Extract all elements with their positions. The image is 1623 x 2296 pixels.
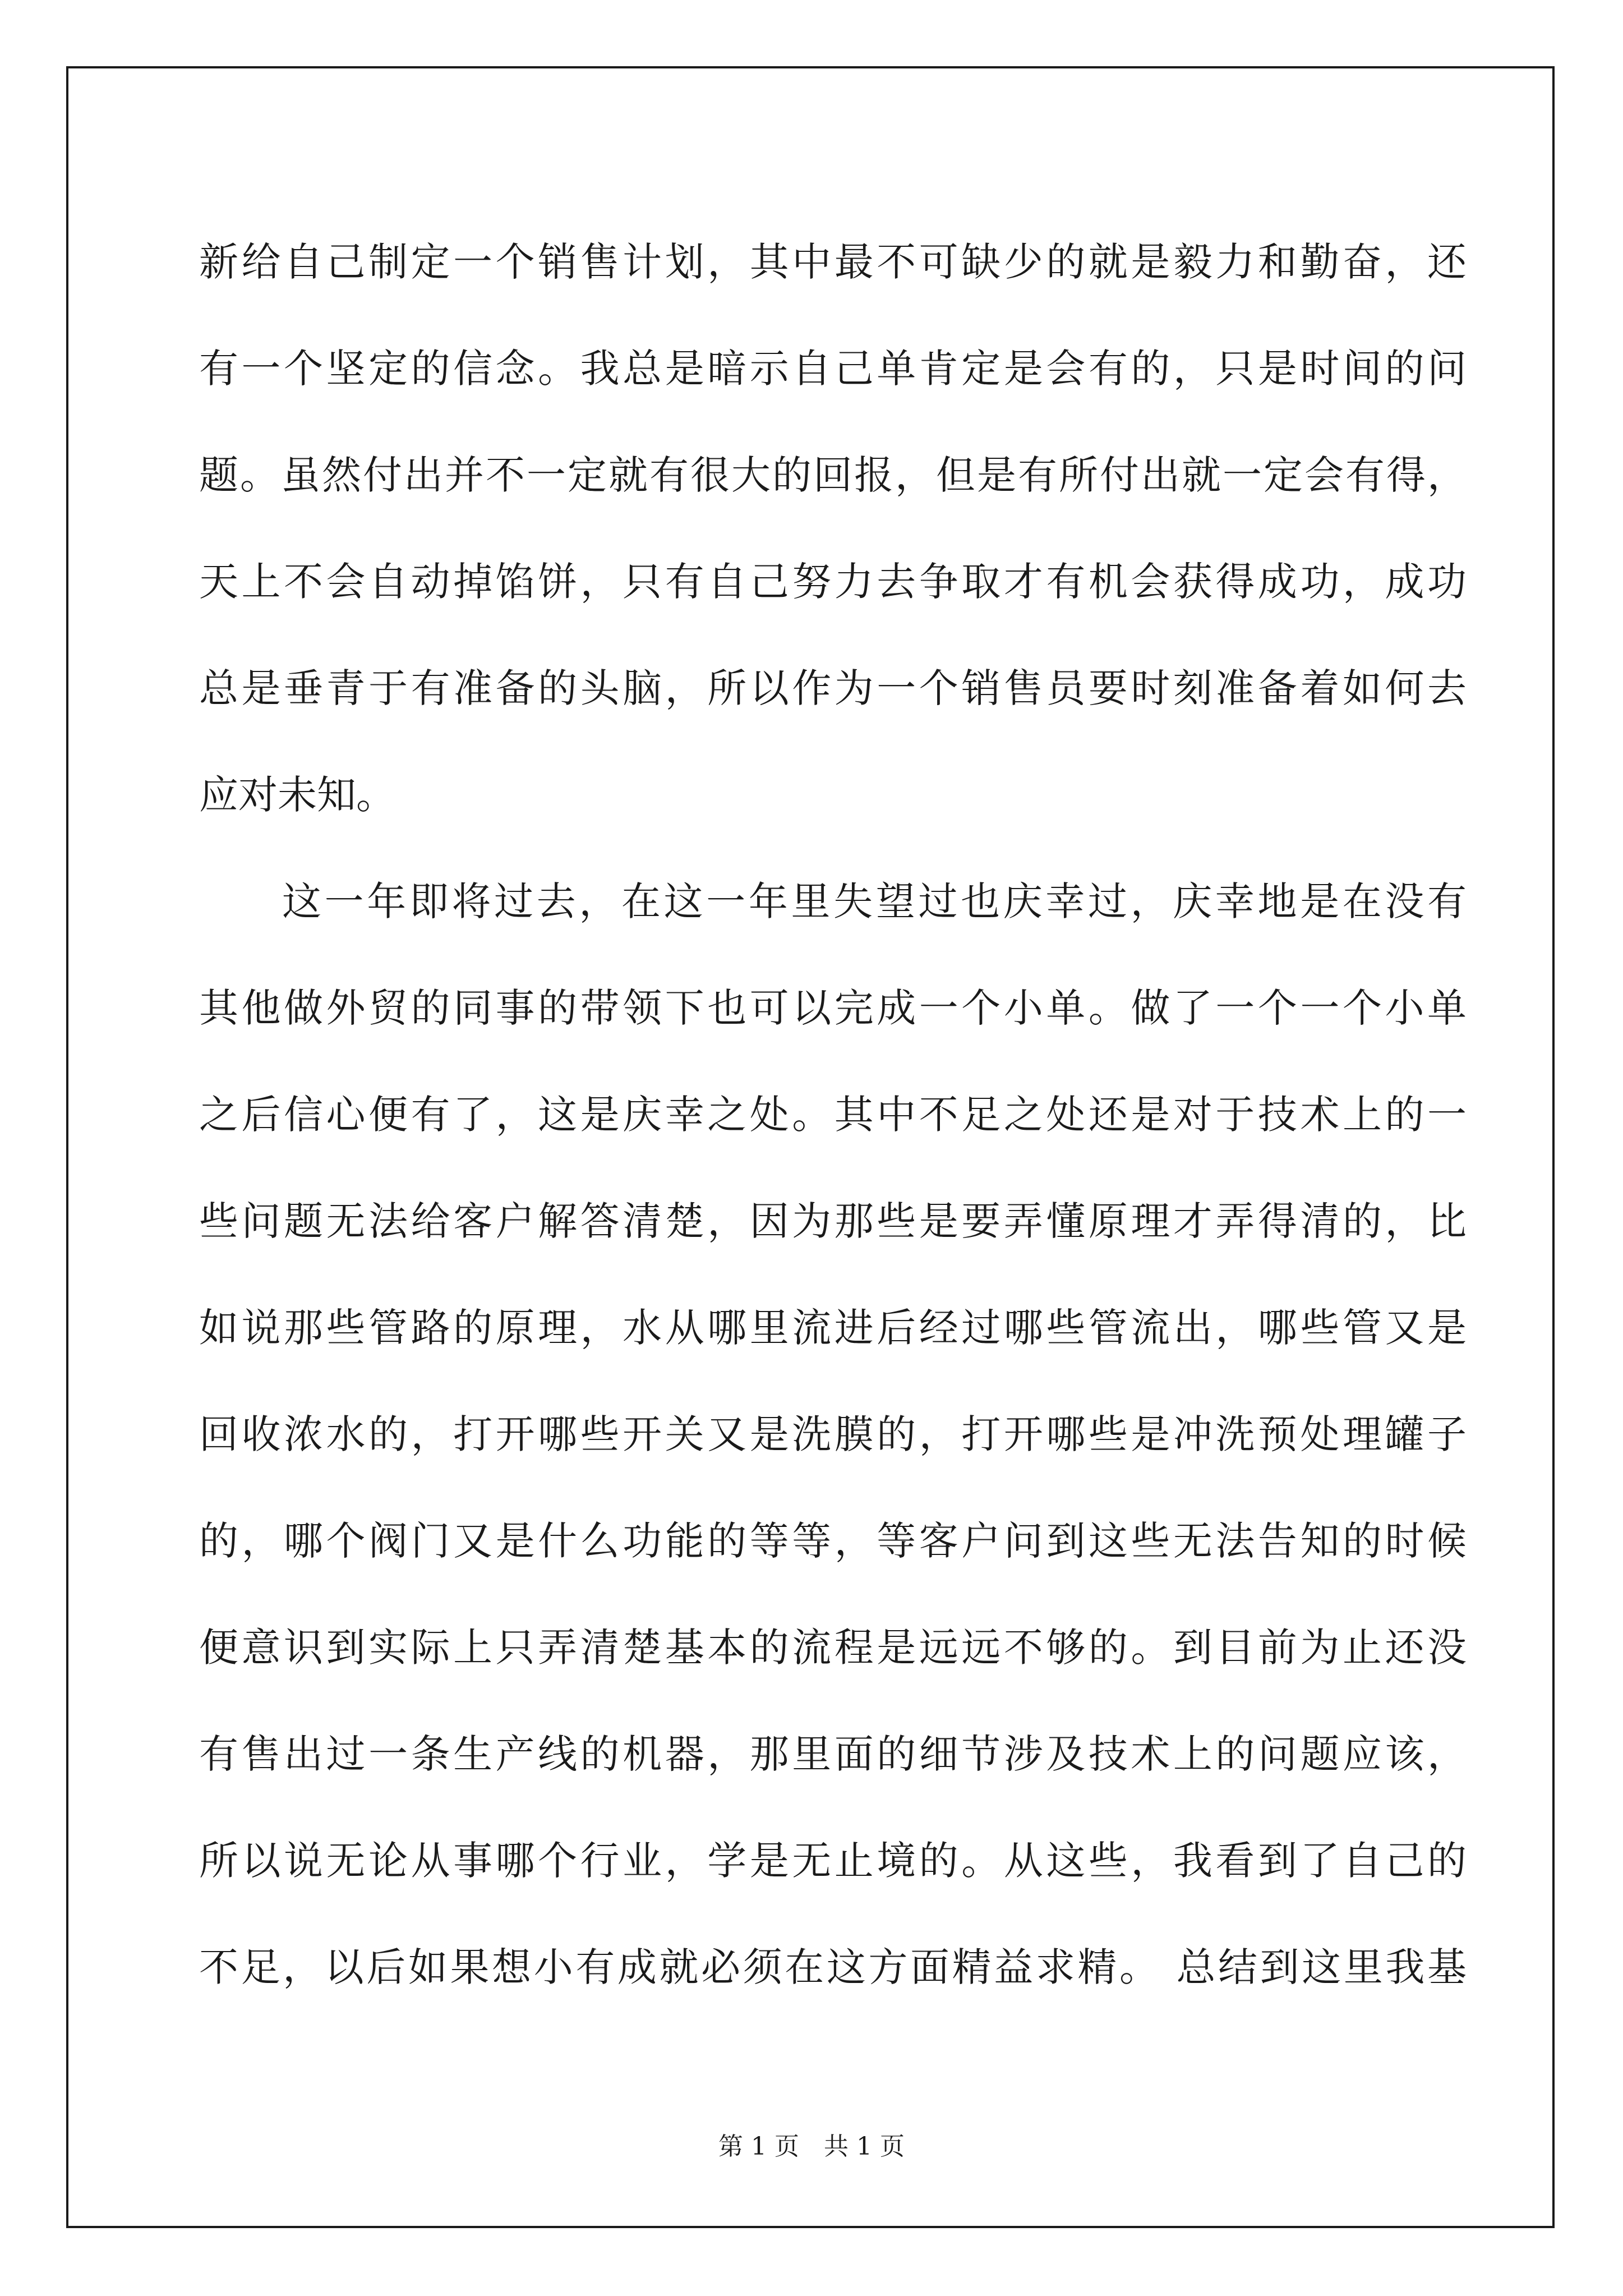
paragraph-1-line-6: 应对未知。: [199, 772, 395, 818]
paragraph-2-line-10: 所以说无论从事哪个行业，学是无止境的。从这些，我看到了自己的: [199, 1838, 1467, 1884]
paragraph-1-line-5: 总是垂青于有准备的头脑，所以作为一个销售员要时刻准备着如何去: [199, 665, 1467, 711]
paragraph-2-line-11: 不足，以后如果想小有成就必须在这方面精益求精。 总结到这里我基: [199, 1944, 1467, 1990]
paragraph-2-line-8: 便意识到实际上只弄清楚基本的流程是远远不够的。到目前为止还没: [199, 1625, 1467, 1671]
paragraph-2-line-1: 这一年即将过去，在这一年里失望过也庆幸过，庆幸地是在没有: [282, 878, 1467, 924]
page-footer: 第 1 页 共 1 页: [718, 2132, 905, 2161]
paragraph-2-line-2: 其他做外贸的同事的带领下也可以完成一个小单。做了一个一个小单: [199, 985, 1467, 1031]
paragraph-1-line-2: 有一个坚定的信念。我总是暗示自己单肯定是会有的，只是时间的问: [199, 346, 1467, 392]
paragraph-2-line-4: 些问题无法给客户解答清楚，因为那些是要弄懂原理才弄得清的，比: [199, 1198, 1467, 1244]
paragraph-2-line-7: 的，哪个阀门又是什么功能的等等，等客户问到这些无法告知的时候: [199, 1518, 1467, 1564]
paragraph-2-line-3: 之后信心便有了，这是庆幸之处。其中不足之处还是对于技术上的一: [199, 1092, 1467, 1138]
paragraph-1-line-1: 新给自己制定一个销售计划，其中最不可缺少的就是毅力和勤奋，还: [199, 239, 1467, 285]
paragraph-2-line-5: 如说那些管路的原理，水从哪里流进后经过哪些管流出，哪些管又是: [199, 1305, 1467, 1351]
paragraph-1-line-3: 题。虽然付出并不一定就有很大的回报，但是有所付出就一定会有得，: [199, 452, 1467, 498]
document-body: [199, 209, 1467, 2021]
paragraph-1-line-4: 天上不会自动掉馅饼，只有自己努力去争取才有机会获得成功，成功: [199, 559, 1467, 605]
paragraph-2-line-6: 回收浓水的，打开哪些开关又是洗膜的，打开哪些是冲洗预处理罐子: [199, 1411, 1467, 1457]
paragraph-2-line-9: 有售出过一条生产线的机器，那里面的细节涉及技术上的问题应该，: [199, 1731, 1467, 1777]
